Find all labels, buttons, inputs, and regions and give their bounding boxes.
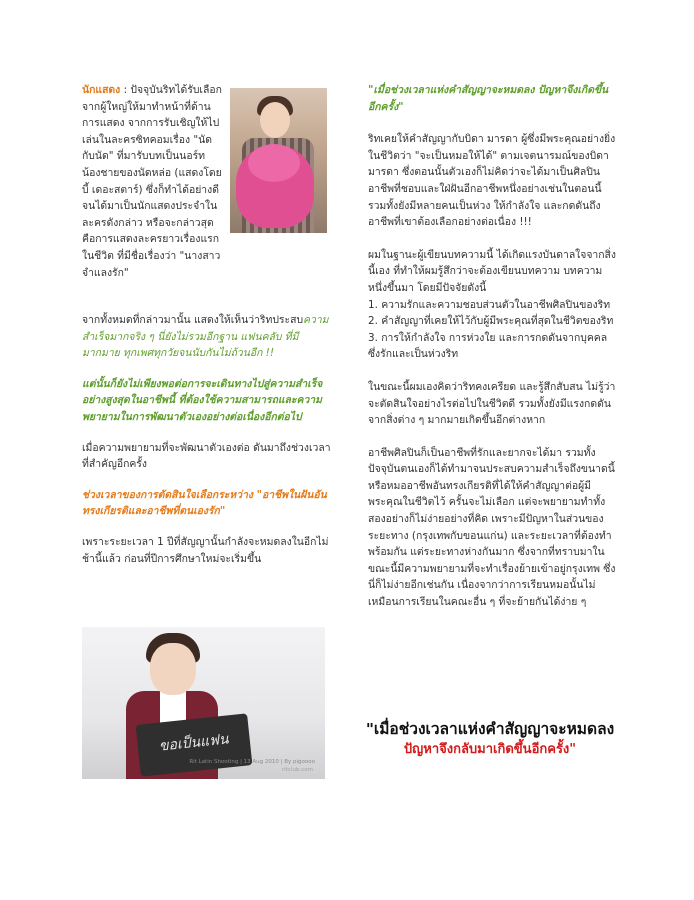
- pull-quote-line1: "เมื่อช่วงเวลาแห่งคำสัญญาจะหมดลง: [365, 720, 615, 738]
- pull-quote-line2: ปัญหาจึงกลับมาเกิดขึ้นอีกครั้ง": [403, 742, 577, 757]
- list-item: 2. คำสัญญาที่เคยให้ไว้กับผู้มีพระคุณที่สุดในชีวิตของริท: [368, 315, 614, 328]
- author-paragraph: ผมในฐานะผู้เขียนบทความนี้ ได้เกิดแรงบันดาลใจจากสิ่งนี้เอง ที่ทำให้ผมรู้สึกว่าจะต้องเขียนบทความ บทความหนึ่งขึ้นมา โดยมีปัจจัยดังนี้: [368, 248, 616, 294]
- photo-chalkboard: [82, 627, 325, 779]
- intro-heading: นักแสดง: [82, 84, 121, 96]
- chalkboard-text: ขอเป็นแฟน: [158, 731, 230, 755]
- turning-point-paragraph: เมื่อความพยายามที่จะพัฒนาตัวเองต่อ ดันมาถึงช่วงเวลาที่สำคัญอีกครั้ง: [82, 441, 331, 471]
- right-heading: "เมื่อช่วงเวลาแห่งคำสัญญาจะหมดลง ปัญหาจึงเกิดขึ้นอีกครั้ง": [368, 84, 609, 113]
- success-plain: จากทั้งหมดที่กล่าวมานั้น แสดงให้เห็นว่าริทประสบ: [82, 314, 304, 326]
- chalkboard-sign: [136, 713, 253, 776]
- promise-paragraph: ริทเคยให้คำสัญญากับบิดา มารดา ผู้ซึ่งมีพระคุณอย่างยิ่งในชีวิตว่า "จะเป็นหมอให้ได้" ตามเจตนารมณ์ของบิดามารดา ซึ่งตอนนั้นตัวเองก็ไม่คิดว่าจะได้มาเป็นศิลปินอาชีพที่ชอบและใฝ่ฝันอีกอาชีพหนึ่งอย่างเช่นในตอนนี้ รวมทั้งยังมีหลายคนเป็นห่วง ให้กำลังใจ และกดดันถึงอาชีพที่เขาต้องเลือกอย่างต่อเนื่อง !!!: [368, 133, 616, 229]
- intro-paragraph: [82, 82, 222, 281]
- contract-paragraph: เพราะระยะเวลา 1 ปีที่สัญญานั้นกำลังจะหมดลงในอีกไม่ช้านี้แล้ว ก่อนที่ปีการศึกษาใหม่จะเริ่มขึ้น: [82, 535, 329, 565]
- photo-teddy-bear: [230, 88, 327, 233]
- photo-watermark: ritclub.com: [282, 767, 313, 773]
- list-item: 3. การให้กำลังใจ การห่วงใย และการกดดันจากบุคคลซึ่งรักและเป็นห่วงริท: [368, 331, 608, 361]
- factor-list: [368, 297, 616, 363]
- success-italic: ความสำเร็จมากจริง ๆ นี่ยังไม่รวมอีกฐาน แฟนคลับ ที่มีมากมาย ทุกเพศทุกวัยจนนับกันไม่ถ้วนอีก !!: [82, 314, 329, 360]
- pull-quote: [355, 718, 625, 760]
- decision-heading: ช่วงเวลาของการตัดสินใจเลือกระหว่าง "อาชีพในฝันอันทรงเกียรติและอาชีพที่ตนเองรัก": [82, 488, 327, 518]
- intro-body: : ปัจจุบันริทได้รับเลือกจากผู้ใหญ่ให้มาทำหน้าที่ด้านการแสดง จากการรับเชิญให้ไปเล่นในละครซิทคอมเรื่อง "นัดกับนัด" ที่มารับบทเป็นนอร์ท น้องชายของนัดหล่อ (แสดงโดยบี้ เดอะสตาร์) ซึ่งก็ทำได้อย่างดี จนได้มาเป็นนักแสดงประจำในละครดังกล่าว หรือจะกล่าวสุดคือการแสดงละครยาวเรื่องแรกในชีวิต ที่มีชื่อเรื่องว่า "นางสาวจำแลงรัก": [82, 84, 222, 279]
- success-paragraph: [82, 312, 332, 362]
- stress-paragraph: ในขณะนี้ผมเองคิดว่าริทคงเครียด และรู้สึกสับสน ไม่รู้ว่าจะตัดสินใจอย่างไรต่อไปในชีวิตดี รวมทั้งยังมีแรงกดดันจากสิ่งต่าง ๆ มากมายเกิดขึ้นอีกต่างหาก: [368, 380, 616, 427]
- list-item: 1. ความรักและความชอบส่วนตัวในอาชีพศิลปินของริท: [368, 298, 611, 311]
- photo-caption: Rit Latin Shooting | 13 Aug 2010 | By pigoooo: [189, 759, 315, 765]
- right-column: [368, 82, 616, 611]
- left-column-lower: [82, 312, 332, 567]
- effort-paragraph: แต่นั้นก็ยังไม่เพียงพอต่อการจะเดินทางไปสู่ความสำเร็จอย่างสูงสุดในอาชีพนี้ ที่ต้องใช้ความสามารถและความพยายามในการพัฒนาตัวเองอย่างต่อเนื่องอีกต่อไป: [82, 377, 323, 423]
- career-paragraph: อาชีพศิลปินก็เป็นอาชีพที่รักและยากจะได้มา รวมทั้งปัจจุบันตนเองก็ได้ทำมาจนประสบความสำเร็จถึงขนาดนี้ หรือหมออาชีพอันทรงเกียรติที่ได้ให้คำสัญญาต่อผู้มีพระคุณในชีวิตไว้ ครั้นจะไม่เลือก แต่จะพยายามทำทั้งสองอย่างก็ไม่ง่ายอย่างที่คิด เพราะมีปัญหาในส่วนของระยะทาง (กรุงเทพกับขอนแก่น) และระยะเวลาที่ต้องทำพร้อมกัน แต่ระยะทางห่างกันมาก ซึ่งจากที่ทราบมาในขณะนี้มีความพยายามที่จะทำเรื่องย้ายเข้าอยู่กรุงเทพ ซึ่งนี่ก็ไม่ง่ายอีกเช่นกัน เนื่องจากว่าการเรียนหมอนั้นไม่เหมือนการเรียนในคณะอื่น ๆ ที่จะย้ายกันได้ง่าย ๆ: [368, 446, 616, 609]
